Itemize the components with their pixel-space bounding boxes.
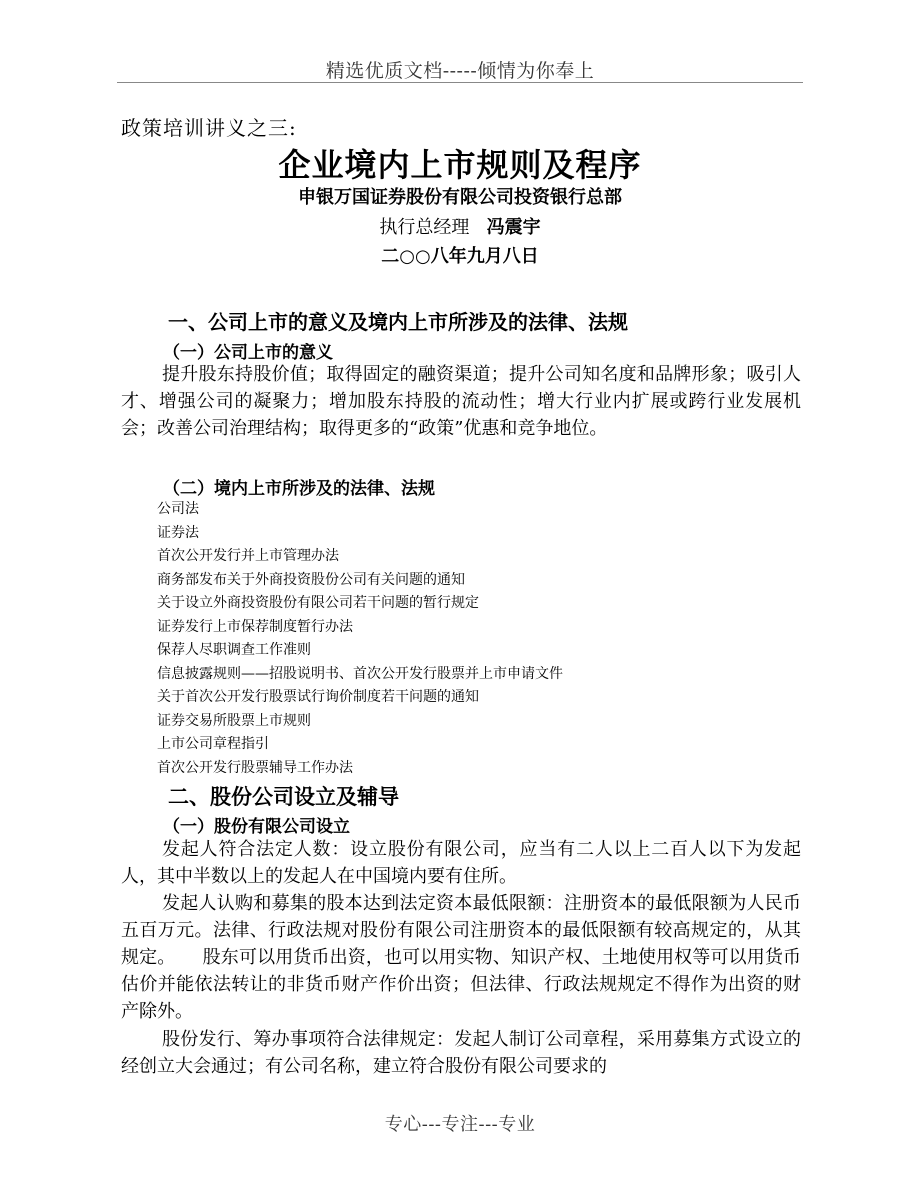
- law-item: 商务部发布关于外商投资股份公司有关问题的通知: [157, 571, 465, 588]
- author-title: 执行总经理: [379, 217, 470, 238]
- document-date: 二○○八年九月八日: [381, 246, 539, 267]
- law-item: 关于首次公开发行股票试行询价制度若干问题的通知: [157, 689, 479, 705]
- law-item: 首次公开发行并上市管理办法: [157, 548, 339, 564]
- law-item: 首次公开发行股票辅导工作办法: [157, 759, 353, 776]
- organization-name: 申银万国证券股份有限公司投资银行总部: [298, 187, 622, 208]
- law-item: 证券法: [157, 524, 199, 541]
- section-2-heading: 二、股份公司设立及辅导: [168, 785, 399, 809]
- section-1-2-heading: （二）境内上市所涉及的法律、法规: [163, 479, 435, 499]
- document-title: 企业境内上市规则及程序: [278, 146, 642, 184]
- law-list: [157, 498, 563, 780]
- section-2-1-paragraph: 发起人符合法定人数：设立股份有限公司，应当有二人以上二百人以下为发起人，其中半数以上的发起人在中国境内要有住所。: [121, 839, 801, 887]
- page-header: 精选优质文档-----倾情为你奉上: [325, 60, 595, 82]
- section-2-1-paragraph: 股份发行、筹办事项符合法律规定：发起人制订公司章程，采用募集方式设立的经创立大会通过；有公司名称，建立符合股份有限公司要求的: [121, 1029, 801, 1077]
- law-item: 证券发行上市保荐制度暂行办法: [157, 618, 353, 635]
- law-item: 证券交易所股票上市规则: [157, 712, 311, 729]
- header-divider: [117, 82, 803, 83]
- section-2-1-heading: （一）股份有限公司设立: [163, 817, 350, 837]
- law-item: 保荐人尽职调查工作准则: [157, 642, 311, 658]
- section-1-heading: 一、公司上市的意义及境内上市所涉及的法律、法规: [168, 310, 628, 334]
- page-footer: 专心---专注---专业: [384, 1114, 536, 1135]
- author-name: 冯震宇: [486, 217, 541, 238]
- author-line: [0, 213, 920, 239]
- section-1-1-heading: （一）公司上市的意义: [163, 343, 333, 363]
- law-item: 上市公司章程指引: [157, 736, 269, 752]
- series-label: 政策培训讲义之三:: [121, 116, 297, 140]
- law-item: 信息披露规则——招股说明书、首次公开发行股票并上市申请文件: [157, 665, 563, 682]
- section-1-1-paragraph: 提升股东持股价值；取得固定的融资渠道；提升公司知名度和品牌形象；吸引人才、增强公司的凝聚力；增加股东持股的流动性；增大行业内扩展或跨行业发展机会；改善公司治理结构；取得更多的“政策”优惠和竞争地位。: [121, 364, 801, 439]
- law-item: 公司法: [157, 501, 199, 517]
- law-item: 关于设立外商投资股份有限公司若干问题的暂行规定: [157, 595, 479, 611]
- section-2-1-paragraph: 发起人认购和募集的股本达到法定资本最低限额：注册资本的最低限额为人民币五百万元。法律、行政法规对股份有限公司注册资本的最低限额有较高规定的，从其规定。 股东可以用货币出资，也可以用实物、知识产权、土地使用权等可以用货币估价并能依法转让的非货币财产作价出资；但法律、行政法规规定不得作为出资的财产除外。: [121, 893, 801, 1022]
